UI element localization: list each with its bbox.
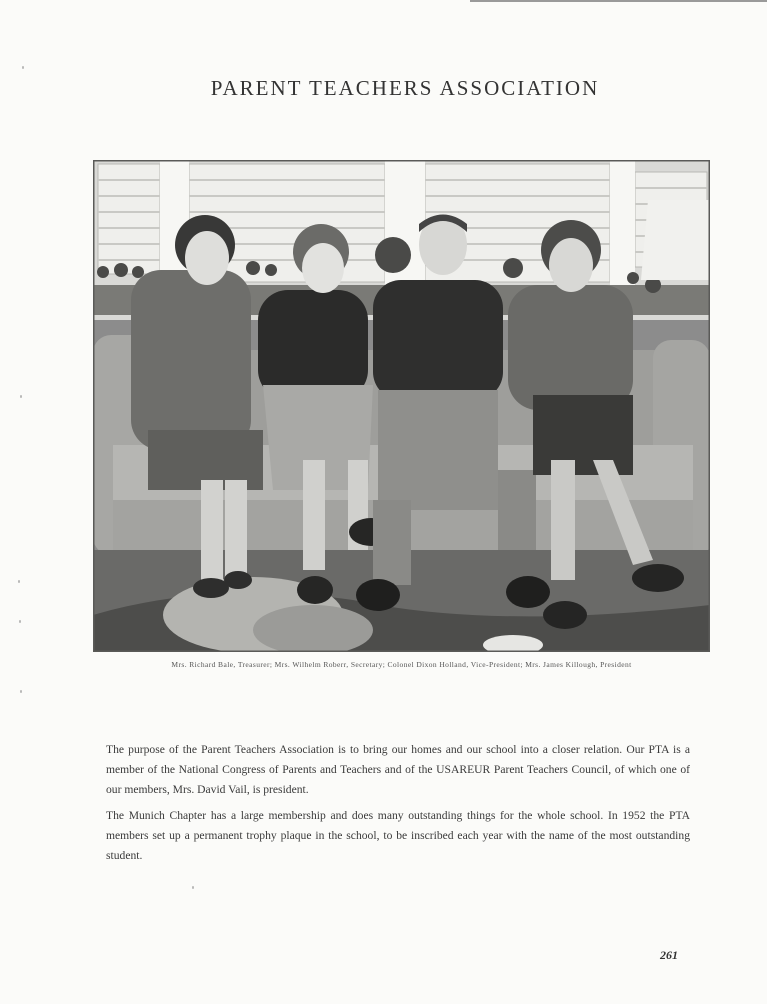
top-edge-rule bbox=[470, 0, 767, 2]
page-number: 261 bbox=[660, 948, 678, 962]
photo-caption: Mrs. Richard Bale, Treasurer; Mrs. Wilhelm Roberr, Secretary; Colonel Dixon Holland, Vice-President; Mrs. James Killough, President bbox=[171, 660, 632, 669]
page-title: PARENT TEACHERS ASSOCIATION bbox=[210, 76, 600, 101]
paragraph-munich-chapter: The Munich Chapter has a large membership and does many outstanding things for the whole school. In 1952 the PTA members set up a permanent trophy plaque in the school, to be inscribed each year with the name of the most outstanding student. bbox=[106, 809, 690, 862]
group-photo bbox=[93, 160, 710, 652]
body-text bbox=[106, 740, 690, 872]
paragraph-purpose: The purpose of the Parent Teachers Association is to bring our homes and our school into a closer relation. Our PTA is a member of the National Congress of Parents and Teachers and of the USAREUR Parent Teachers Council, of which one of our members, Mrs. David Vail, is president. bbox=[106, 743, 690, 796]
